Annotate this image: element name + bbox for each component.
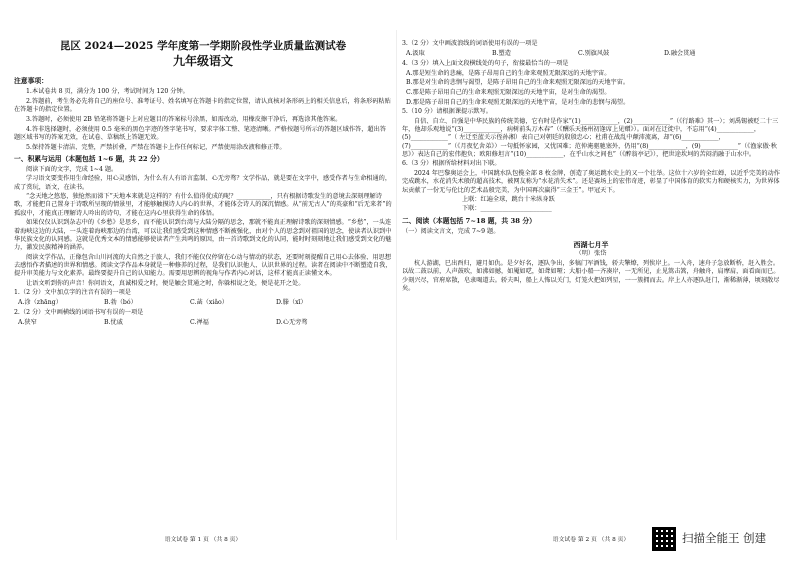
option: D.那是陈子昂用自己的生命来观照无限深远的天地宇宙，是对生命的悲悯与渴望。	[406, 98, 630, 106]
option: C.菡（xiǎo）	[190, 299, 228, 307]
passage-paragraph: 阅读文学作品，正像包含山川河流的大自然之于旅人，我们不能仅仅停留在心动与情动的状态，还要时刻提醒自己用心去体验、用思想去感悟作者描述的世界和情感。阅读文学作品本身就是一种修养的过程，是我们认识他人、认识世界的过程。读者在阅读中不断塑造自我，提升审美能力与文化素养。最终要提升自己的认知能力。需要用思辨的视角与作者内心对话，这样才能真正读懂文本。	[14, 253, 392, 277]
section-heading: 二、阅读（本题包括 7~18 题，共 38 分）	[402, 216, 536, 225]
notice-item: 4.答非选择题时，必须使用 0.5 毫米的黑色字迹的签字笔书写，要求字体工整、笔迹清晰。严格按题号所示的答题区域作答，超出答题区域书写的答案无效，在试卷、草稿纸上答题无效。	[14, 125, 386, 141]
notice-item: 5.保持答题卡清洁、完整，严禁折叠，严禁在答题卡上作任何标记，严禁使用涂改液和修正带。	[26, 143, 286, 151]
question-6: 6.（3 分）根据所给材料对出下联。	[402, 160, 501, 168]
option: D.心无旁骛	[276, 318, 308, 326]
exam-subject: 九年级语文	[172, 53, 233, 68]
reading-title: 西湖七月半	[573, 239, 609, 249]
question-6-text: 2024 年巴黎奥运会上，中国跳水队包揽全部 8 枚金牌，创造了奥运跳水史上的又一个壮举。这位十六岁的全红婵，以近乎完美的动作完成跳水，水花消失术般的超高技术，被网友称为“水花消失术”。还是赛场上的宏伟奇迹，彰显了中国体育的软实力和硬核实力，为世界体坛贡献了一份无与伦比的艺术品般完美，为中国再次赢得“三金王”。甲冠天下。	[402, 170, 780, 194]
notice-item: 3.答题时，必须使用 2B 铅笔将答题卡上对应题目的答案标号涂黑，如需改动，用橡皮擦干净后，再选涂其他答案。	[26, 116, 342, 123]
passage-paragraph: 让语文听到你的声音！你问语文，真诚相爱之时，便是触会贯通之时，你躲相说之处，便是花开之处。	[26, 279, 305, 287]
option: B.勃（bó）	[104, 299, 137, 307]
section-intro: （一）阅读文言文，完成 7~9 题。	[402, 227, 500, 235]
lower-couplet: 下联：_______________________	[462, 205, 552, 213]
notice-item: 1.本试卷共 8 页，满分为 100 分，考试时间为 120 分钟。	[26, 88, 189, 96]
notice-item: 2.答题前，考生务必先将自己的座位号、准考证号、姓名填写在答题卡的指定位置，请认真核对条形码上的相关信息后，将条形码粘贴在答题卡的指定位置。	[14, 98, 391, 114]
page-footer: 语文试卷 第 2 页 （共 8 页）	[552, 537, 630, 544]
section-intro: 阅读下面的文字，完成 1~4 题。	[26, 165, 118, 173]
page-divider	[396, 30, 397, 540]
exam-page-right	[402, 0, 780, 545]
passage-paragraph: 如果仅仅认识到杂志中的《乡愁》是思乡，而不能认识到台湾与大陆分隔的思念，那就不能真正理解诗歌的深刻情感。“乡愁”，一头连着海峡这边的大陆，一头连着海峡那边的台湾，可以让我们感受到这种情感不断被强化，由对个人的思念到对祖国的思念，使读者认识到中华民族文化的认同感。这就是优秀文本的情感能够使读者产生共鸣的原因，由一首诗歌到文化的认同，能时时刻刻地让我们感受到文化的魅力，激发民族精神的涵养。	[14, 219, 392, 251]
option: C.别旗风鼓	[578, 49, 610, 57]
upper-couplet: 上联：红遍全球，跳台十米纵身跃	[462, 196, 555, 204]
option: A.涂（zhāng）	[18, 299, 62, 307]
section-heading: 一、积累与运用（本题包括 1~6 题，共 22 分）	[14, 154, 164, 163]
option: D.融会贯通	[664, 49, 696, 57]
exam-page-left	[14, 0, 392, 545]
question-5: 5.（10 分）请根据课提示默写。	[402, 108, 492, 116]
reading-author: （明）张岱	[575, 249, 607, 257]
option: B.那是对生命的悲悯与渴望，是陈子昂用自己的生命来观照无限深远的天地宇宙。	[406, 79, 630, 87]
exam-title: 昆区 2024—2025 学年度第一学期阶段性学业质量监测试卷	[59, 40, 347, 52]
question-5-text: 自信、自立、自强是中华民族的传统美德，它有时是作家“(1)____________，(2)____________”（《行路难》其一）；刘禹锡被贬二十三年，他却乐观地说“(3)____________，病树前头万木春”（《酬乐天扬州初逢席上见赠》）。面对在迁徙中，不忘用“(4)____________，(5)____________”（ 左迁至蓝关示侄孙湘）表自己对朝廷的殷殷忠心；杜甫在战乱中颠沛流离，却“(6)____________，(7)____________”（《月夜忆舍弟》）一句抵怀家园，又忧国难；范仲淹驱驰塞外，仍用“(8)____________，(9)____________”（《渔家傲·秋思》）表达自己的宏伟抱负；欧阳修坦言“(10)____________，在乎山水之间也”（《醉翁亭记》），把世途坎坷的苦闷消融于山水中。	[402, 118, 779, 158]
option: B.塑造	[492, 49, 511, 57]
qr-code-icon	[652, 527, 676, 551]
option: A.狭窄	[18, 318, 37, 326]
option: C.禅福	[190, 318, 209, 326]
question-1-options	[14, 299, 392, 307]
page-footer: 语文试卷 第 1 页 （共 8 页）	[164, 537, 242, 544]
option: B.忧戚	[104, 318, 123, 326]
option: C.那是陈子昂用自己的生命来观照无限深远的天地宇宙，是对生命的渴望。	[406, 88, 611, 96]
question-3-options	[402, 50, 780, 58]
option: A.那是短生命的悲痛，是陈子昂用自己的生命来观照无限深远的天地宇宙。	[406, 69, 611, 77]
option: D.滕（xī）	[276, 299, 307, 307]
question-1: 1.（2 分）文中加点字的注音有误的一项是	[14, 289, 131, 297]
option: A.汲取	[406, 49, 425, 57]
question-4: 4.（3 分）填入上面文段横线处的句子，衔接最恰当的一项是	[402, 59, 569, 67]
passage-paragraph: 学习语文要变作用生命经验，用心灵感悟，为什么有人有语言监制、心无旁骛？文学作品，就是要在文字中，感受作者与生命相通的，成了赏玩，语文，在读书。	[14, 175, 392, 191]
scanner-watermark: 扫描全能王 创建	[682, 531, 767, 545]
passage-paragraph: “念天地之悠悠，独怆然而涕下”天地本来就是这样的？有什么值得优成的呢？___________，只有根据诗歌发生的意境去深刻理解诗歌，才能把自己置身于诗歌所呈现的情景里，才能够触摸诗人内心的世界，才能体会诗人的深沉情感。从“前无古人”的英豪和“后无来者”的孤寂中，才能真正理解诗人吟出的诗句，才能在这内心里获得生命的体悟。	[14, 193, 392, 217]
question-3: 3.（2 分）文中画波浪线的词语使用有误的一项是	[402, 40, 538, 47]
notice-heading: 注意事项：	[14, 77, 48, 86]
question-2: 2.（2 分）文中画横线的词语书写有误的一项是	[14, 309, 144, 317]
reading-text: 杭人游湖，巳出酉归，避月如仇。是夕好名，逐队争出，多犒门军酒钱，轿夫擎燎，列俟岸上。一入舟，速舟子急放断桥，赶入胜会。以故二鼓以前，人声鼓吹，如沸如撼，如魇如呓，如聋如哑；大船小船一齐凑岸，一无所见，止见篙击篙，舟触舟，肩摩肩，面看面而已。少刻兴尽，官府席散，皂隶喝道去。轿夫叫，船上人怖以关门，灯笼火把如列星，一一簇拥而去。岸上人亦逐队赶门，渐稀渐薄，顷刻散尽矣。	[402, 260, 780, 292]
question-2-options	[14, 319, 392, 327]
